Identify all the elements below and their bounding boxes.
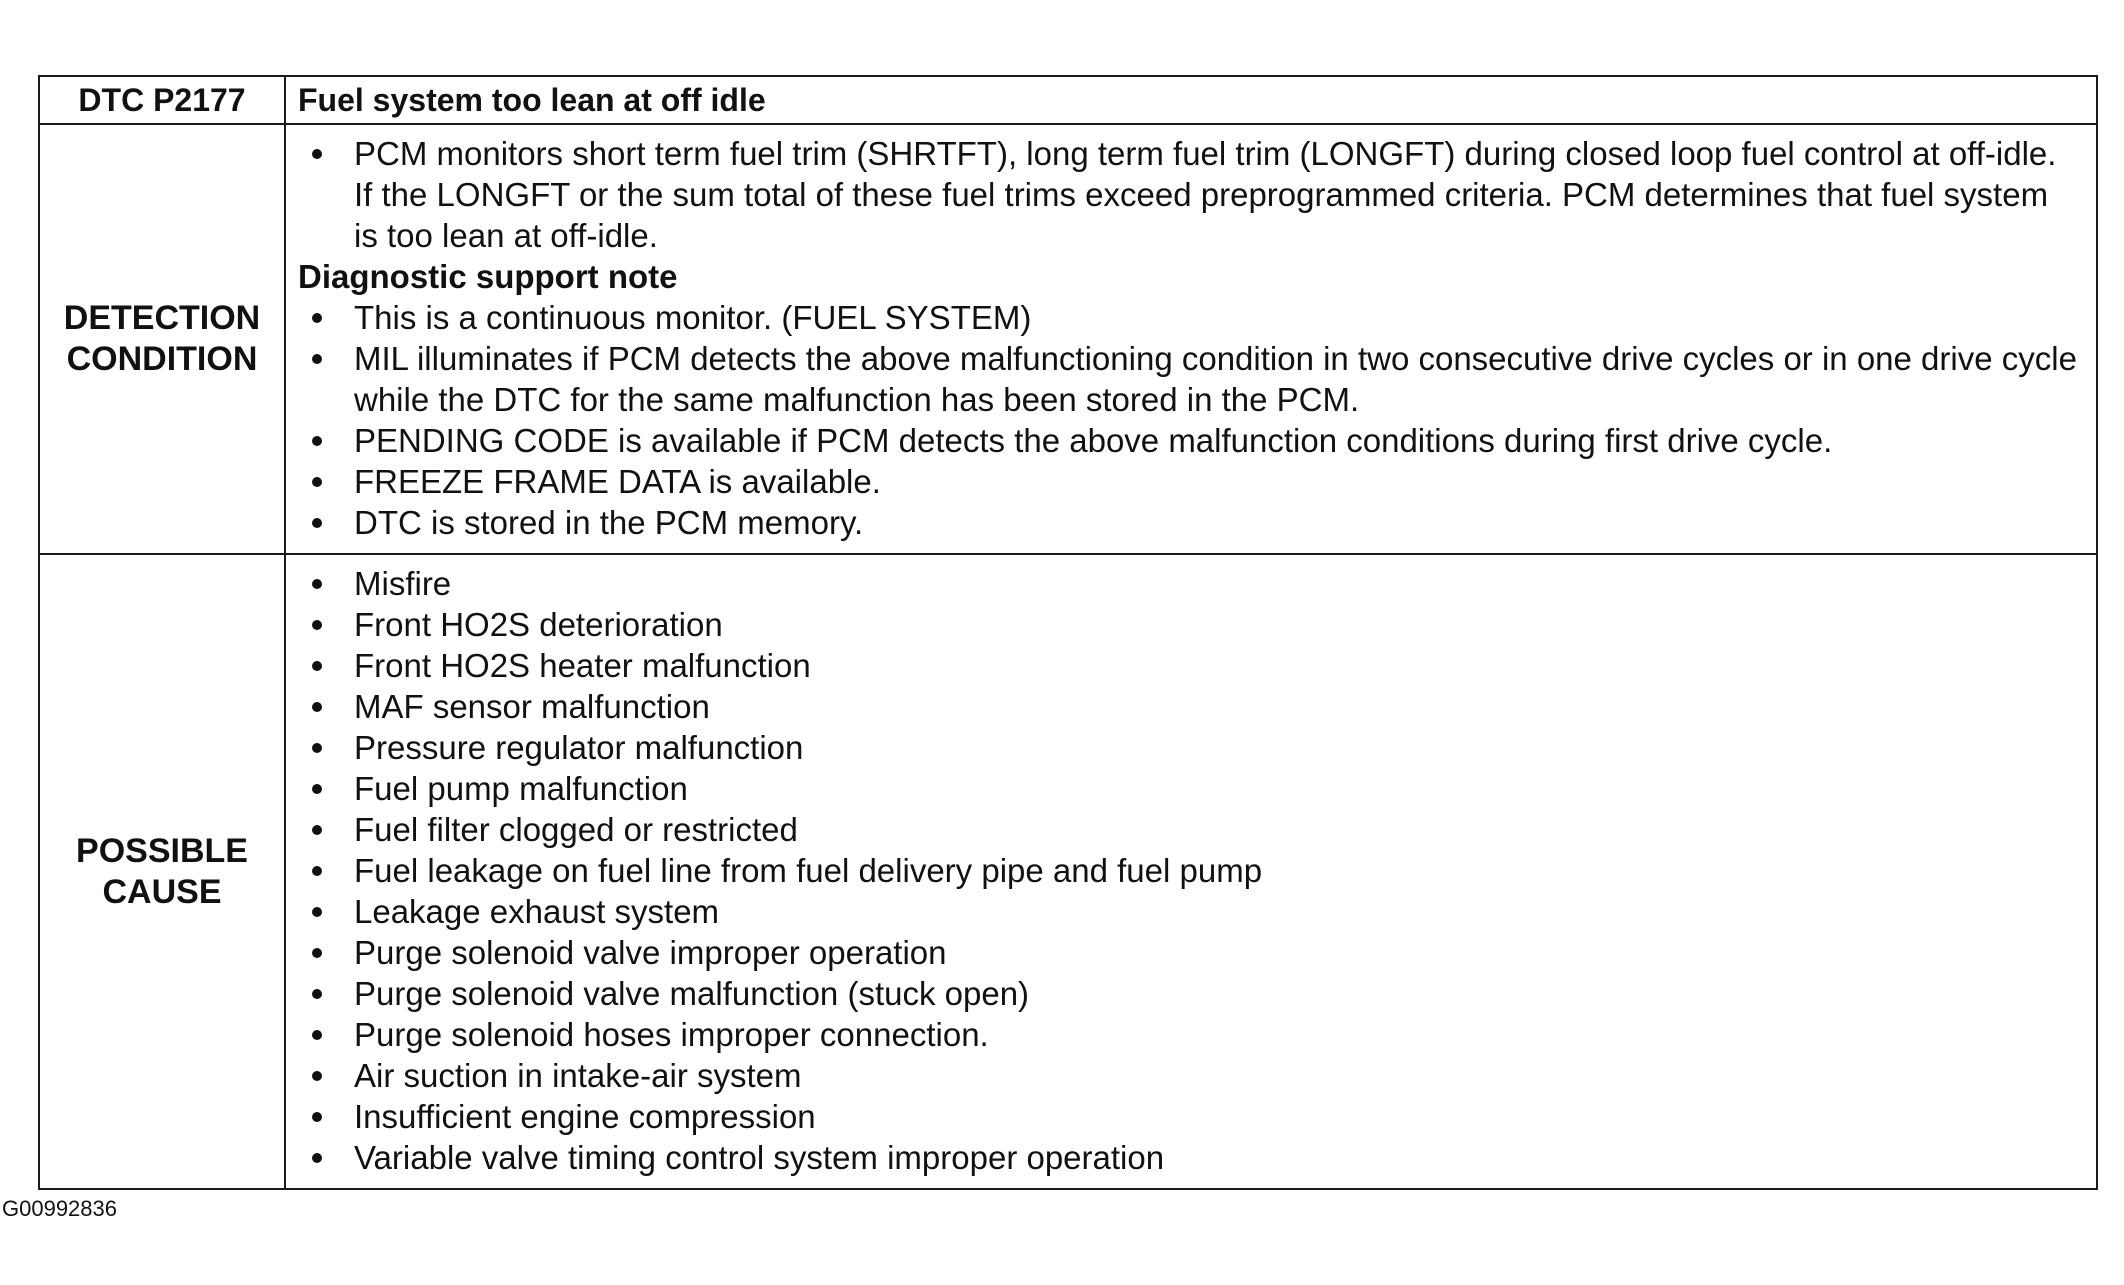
list-item: Pressure regulator malfunction [298,727,2078,768]
cause-list [298,563,2078,1178]
cause-content-cell [285,554,2097,1189]
detection-list-before [298,133,2078,256]
list-item: FREEZE FRAME DATA is available. [298,461,2078,502]
list-item: Air suction in intake-air system [298,1055,2078,1096]
list-item: Fuel pump malfunction [298,768,2078,809]
list-item: Front HO2S heater malfunction [298,645,2078,686]
dtc-title-cell [285,76,2097,124]
list-item: DTC is stored in the PCM memory. [298,502,2078,543]
dtc-code-cell [39,76,285,124]
list-item: Front HO2S deterioration [298,604,2078,645]
list-item: Purge solenoid hoses improper connection. [298,1014,2078,1055]
cause-label-line2: CAUSE [102,872,222,911]
cause-label-cell [39,554,285,1189]
dtc-code: DTC P2177 [78,81,246,118]
list-item: Leakage exhaust system [298,891,2078,932]
list-item: Insufficient engine compression [298,1096,2078,1137]
detection-list-after [298,297,2078,543]
list-item: PENDING CODE is available if PCM detects the above malfunction conditions during first drive cycle. [298,420,2078,461]
detection-content-cell [285,124,2097,554]
header-row [39,76,2097,124]
list-item: Fuel leakage on fuel line from fuel delivery pipe and fuel pump [298,850,2078,891]
dtc-table [38,75,2098,1190]
cause-label-line1: POSSIBLE [76,831,248,870]
detection-row [39,124,2097,554]
list-item: This is a continuous monitor. (FUEL SYSTEM) [298,297,2078,338]
detection-label-cell [39,124,285,554]
list-item: Misfire [298,563,2078,604]
dtc-title: Fuel system too lean at off idle [298,81,766,118]
list-item: MAF sensor malfunction [298,686,2078,727]
list-item: Purge solenoid valve improper operation [298,932,2078,973]
list-item: Variable valve timing control system improper operation [298,1137,2078,1178]
list-item: PCM monitors short term fuel trim (SHRTFT), long term fuel trim (LONGFT) during closed loop fuel control at off-idle. If the LONGFT or the sum total of these fuel trims exceed preprogrammed criteria. PCM determines that fuel system is too lean at off-idle. [298,133,2078,256]
detection-label-line2: CONDITION [66,340,258,378]
list-item: MIL illuminates if PCM detects the above malfunctioning condition in two consecutive drive cycles or in one drive cycle while the DTC for the same malfunction has been stored in the PCM. [298,338,2078,420]
figure-code: G00992836 [2,1196,117,1221]
cause-row [39,554,2097,1189]
diagnostic-note-heading: Diagnostic support note [298,258,678,295]
list-item: Fuel filter clogged or restricted [298,809,2078,850]
list-item: Purge solenoid valve malfunction (stuck open) [298,973,2078,1014]
detection-label-line1: DETECTION [63,299,261,337]
